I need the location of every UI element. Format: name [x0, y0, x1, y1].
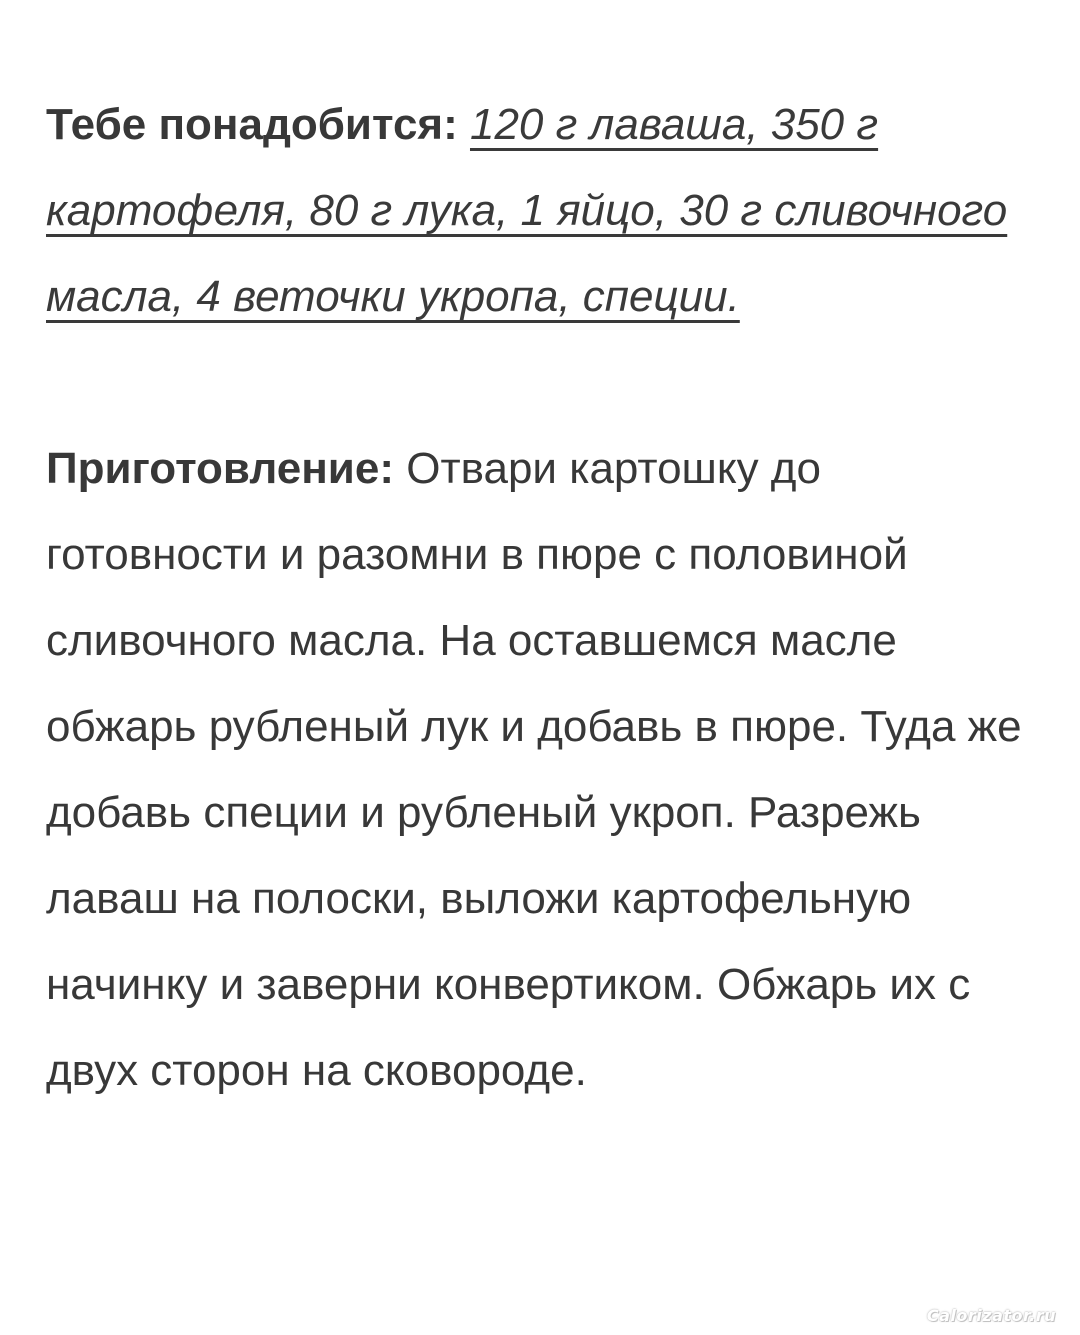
recipe-content — [46, 82, 1036, 1114]
paragraph-spacer — [46, 340, 1036, 426]
ingredients-list: 120 г лаваша, 350 г картофеля, 80 г лука, 1 яйцо, 30 г сливочного масла, 4 веточки укропа, специи. — [46, 100, 1008, 321]
ingredients-paragraph — [46, 82, 1036, 340]
preparation-text: Отвари картошку до готовности и разомни в пюре с половиной сливочного масла. На оставшемся масле обжарь рубленый лук и добавь в пюре. Туда же добавь специи и рубленый укроп. Разрежь лаваш на полоски, выложи картофельную начинку и заверни конвертиком. Обжарь их с двух сторон на сковороде. — [46, 444, 1022, 1095]
watermark-logo: Calorizator.ru — [926, 1306, 1056, 1325]
ingredients-label: Тебе понадобится: — [46, 100, 458, 149]
preparation-label: Приготовление: — [46, 444, 394, 493]
preparation-paragraph — [46, 426, 1036, 1114]
